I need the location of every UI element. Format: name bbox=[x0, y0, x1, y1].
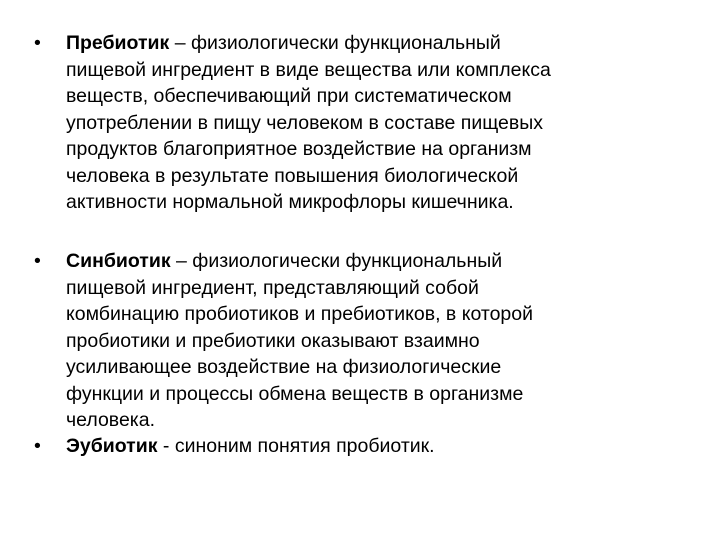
term-label: Пребиотик bbox=[66, 32, 170, 54]
term-label: Синбиотик bbox=[66, 250, 171, 272]
bullet-icon: • bbox=[34, 435, 41, 457]
definition-body: – физиологически функциональный пищевой ингредиент в виде вещества или комплекса веществ, обеспечивающий при систематическом употреблении в пищу человеком в составе пищевых продуктов благоприятное воздействие на организм человека в результате повышения биологической активности нормальной микрофлоры кишечника. bbox=[66, 32, 551, 213]
definition-text bbox=[66, 248, 694, 434]
definition-text bbox=[66, 433, 694, 460]
bullet-icon: • bbox=[34, 250, 41, 272]
definition-eubiotic bbox=[34, 433, 694, 460]
definition-body: - синоним понятия пробиотик. bbox=[157, 435, 435, 457]
definition-synbiotic bbox=[34, 248, 694, 434]
definition-body: – физиологически функциональный пищевой ингредиент, представляющий собой комбинацию пробиотиков и пребиотиков, в которой пробиотики и пребиотики оказывают взаимно усиливающее воздействие на физиологические функции и процессы обмена веществ в организме человека. bbox=[66, 250, 534, 431]
definition-text bbox=[66, 30, 694, 216]
bullet-icon: • bbox=[34, 32, 41, 54]
term-label: Эубиотик bbox=[66, 435, 158, 457]
definition-prebiotic bbox=[34, 30, 694, 216]
